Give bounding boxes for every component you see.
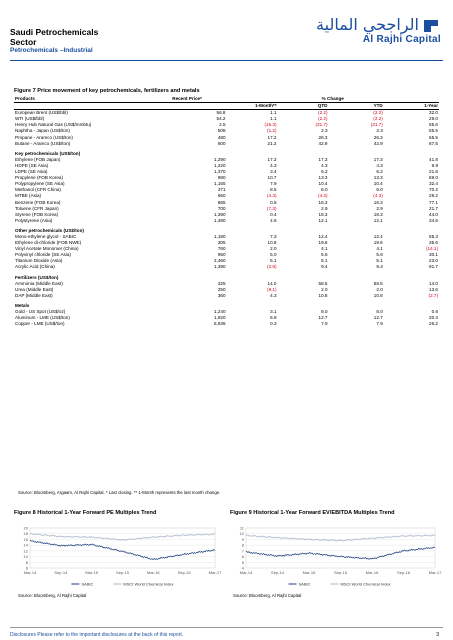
product-name-cell: Urea (Middle East) <box>15 286 54 292</box>
page-number: 3 <box>436 632 439 638</box>
value-cell: 760 <box>217 246 226 252</box>
pe-chart <box>14 524 222 590</box>
product-name-cell: Ethylene di-chloride (FOB NWE) <box>15 240 82 246</box>
header-title-line2: Sector <box>10 37 37 47</box>
header-title-line1: Saudi Petrochemicals <box>10 27 99 37</box>
value-cell: 55.6 <box>429 122 438 128</box>
product-name-cell: Vinyl Acetate Monomer (China) <box>15 246 79 252</box>
value-cell: 12.7 <box>373 315 383 321</box>
value-cell: 12.1 <box>373 217 383 223</box>
figure7-source: Source: Bloomberg, Argaam, Al Rajhi Capital. * Last closing. ** 1-Month represents the last month change. <box>18 490 221 495</box>
value-cell: 5.8 <box>270 315 277 321</box>
product-name-cell: Propane - Aramco (US$/ton) <box>15 134 73 140</box>
product-name-cell: European Brent (US$/bbl) <box>15 110 68 116</box>
col-qtd: QTD <box>278 103 329 110</box>
value-cell: 32.0 <box>429 110 438 116</box>
x-tick-label: Sep-15 <box>116 570 129 575</box>
header-title <box>10 27 98 47</box>
col-1m: 1-Month** <box>227 103 278 110</box>
logo-english: Al Rajhi Capital <box>362 34 441 45</box>
value-cell: 1,180 <box>214 233 226 239</box>
value-cell: (2.8) <box>267 264 277 270</box>
section-title: Fertilizers (US$/ton) <box>15 274 59 280</box>
value-cell: 10.4 <box>318 181 328 187</box>
y-tick-label: 6 <box>25 565 28 571</box>
value-cell: 305 <box>217 240 226 246</box>
series-line-msci-world-chemical-index <box>246 535 435 541</box>
value-cell: 250 <box>217 286 226 292</box>
value-cell: 6.2 <box>321 169 328 175</box>
value-cell: 3.1 <box>270 309 277 314</box>
value-cell: 17.3 <box>267 156 277 162</box>
figure9-title: Figure 9 Historical 1-Year Forward EV/EBITDA Multiples Trend <box>230 510 395 516</box>
value-cell: 0.5 <box>270 199 277 205</box>
x-tick-label: Sep-16 <box>177 570 191 575</box>
value-cell: 58.5 <box>318 280 328 286</box>
value-cell: 20.3 <box>429 315 438 321</box>
value-cell: 30.1 <box>429 252 438 258</box>
value-cell: 12.4 <box>318 233 328 239</box>
value-cell: 9.4 <box>376 264 383 270</box>
product-name-cell: Ethylene (FOB Japan) <box>15 156 61 162</box>
value-cell: (4.3) <box>373 193 383 199</box>
header-divider <box>10 60 443 61</box>
product-name-cell: Titanium Dioxide (Asia) <box>15 258 63 264</box>
value-cell: 1,165 <box>214 181 226 187</box>
product-name-cell: Benzene (FOB Korea) <box>15 199 61 205</box>
value-cell: 77.1 <box>429 199 438 205</box>
product-name-cell: Acrylic Acid (China) <box>15 264 55 270</box>
value-cell: (31.7) <box>370 122 383 128</box>
section-header-row <box>14 147 439 157</box>
value-cell: (2.7) <box>428 292 438 298</box>
value-cell: (16.3) <box>264 122 277 128</box>
value-cell: 5.1 <box>321 258 328 264</box>
value-cell: 18.3 <box>373 211 383 217</box>
x-tick-label: Sep-16 <box>397 570 410 575</box>
value-cell: 65.5 <box>429 134 438 140</box>
x-tick-label: Sep-14 <box>271 570 284 575</box>
col-ytd: YTD <box>329 103 384 110</box>
value-cell: 58.5 <box>373 280 383 286</box>
value-cell: 56.8 <box>216 110 226 116</box>
y-tick-label: 14 <box>23 542 28 548</box>
value-cell: 26.3 <box>318 134 328 140</box>
value-cell: 34.5 <box>429 217 438 223</box>
value-cell: 5.0 <box>270 252 277 258</box>
value-cell: (2.2) <box>318 110 328 116</box>
legend-label: SABIC <box>298 581 311 587</box>
legend-label: MSCI World Chemical Index <box>123 581 174 587</box>
header-subtitle: Petrochemicals –Industrial <box>10 47 93 54</box>
value-cell: 8.0 <box>376 309 383 314</box>
value-cell: 13.3 <box>318 175 328 181</box>
value-cell: 70.2 <box>429 187 438 193</box>
value-cell: 0.6 <box>431 309 438 314</box>
value-cell: 1,390 <box>214 211 226 217</box>
value-cell: 69.0 <box>429 175 438 181</box>
value-cell: (31.7) <box>315 122 328 128</box>
value-cell: 600 <box>217 140 226 146</box>
value-cell: 0.4 <box>270 211 277 217</box>
value-cell: 12.1 <box>318 217 328 223</box>
value-cell: (4.3) <box>267 193 277 199</box>
value-cell: 42.9 <box>318 140 328 146</box>
product-name-cell: Styrene (FOB Korea) <box>15 211 59 217</box>
value-cell: 10.8 <box>318 292 328 298</box>
value-cell: 10.9 <box>267 240 277 246</box>
value-cell: 21.2 <box>267 140 277 146</box>
series-line-sabic <box>246 547 435 559</box>
value-cell: 2,460 <box>214 258 226 264</box>
value-cell: (9.1) <box>267 286 277 292</box>
y-tick-label: 8 <box>25 559 28 565</box>
figure9-source: Source: Bloomberg, Al Rajhi Capital <box>233 593 302 598</box>
value-cell: 660 <box>217 193 226 199</box>
value-cell: 9.9 <box>431 162 438 168</box>
legend-label: SABIC <box>81 581 94 587</box>
value-cell: 2.5 <box>219 122 226 128</box>
y-tick-label: 7 <box>241 548 244 554</box>
col-1y: 1-Year <box>384 103 439 110</box>
value-cell: (2.2) <box>373 110 383 116</box>
figure7-title: Figure 7 Price movement of key petrochemicals, fertilizers and metals <box>14 88 200 94</box>
value-cell: 2.3 <box>376 128 383 134</box>
value-cell: 950 <box>217 252 226 258</box>
x-tick-label: Mar-17 <box>428 570 442 575</box>
table-header-row <box>14 96 439 103</box>
value-cell: 18.3 <box>318 211 328 217</box>
x-tick-label: Mar-16 <box>146 570 160 575</box>
value-cell: 3.4 <box>270 169 277 175</box>
value-cell: 2.0 <box>321 286 328 292</box>
y-tick-label: 5 <box>241 559 244 565</box>
value-cell: 5.1 <box>376 258 383 264</box>
col-recent: Recent Price* <box>171 96 226 103</box>
value-cell: 23.0 <box>429 258 438 264</box>
value-cell: (2.2) <box>318 116 328 122</box>
value-cell: 1,390 <box>214 264 226 270</box>
value-cell: 360 <box>217 292 226 298</box>
value-cell: 4.3 <box>321 162 328 168</box>
value-cell: (4.3) <box>318 193 328 199</box>
value-cell: 10.8 <box>373 292 383 298</box>
x-tick-label: Mar-15 <box>85 570 99 575</box>
table-subheader-row <box>14 103 439 110</box>
value-cell: 26.2 <box>429 321 438 327</box>
y-tick-label: 11 <box>239 525 244 531</box>
value-cell: 980 <box>217 175 226 181</box>
value-cell: 7.9 <box>321 321 328 327</box>
value-cell: (2.2) <box>373 116 383 122</box>
value-cell: 1,370 <box>214 169 226 175</box>
value-cell: (14.1) <box>425 246 438 252</box>
table-row <box>14 321 439 327</box>
section-title: Key petrochemicals (US$/ton) <box>15 150 81 156</box>
x-tick-label: Sep-14 <box>54 570 68 575</box>
value-cell: 14.0 <box>267 280 277 286</box>
product-name-cell: LDPE (SE Asia) <box>15 169 48 175</box>
value-cell: 12.7 <box>318 315 328 321</box>
value-cell: 2.0 <box>376 286 383 292</box>
company-logo <box>316 16 441 45</box>
value-cell: 508 <box>217 128 226 134</box>
value-cell: 1,290 <box>214 156 226 162</box>
product-name-cell: Methanol (CFR China) <box>15 187 61 193</box>
value-cell: 2.3 <box>321 128 328 134</box>
price-table <box>14 96 439 327</box>
value-cell: 55.3 <box>429 233 438 239</box>
value-cell: 7.9 <box>270 181 277 187</box>
value-cell: 16.3 <box>318 199 328 205</box>
value-cell: 2.9 <box>321 205 328 211</box>
value-cell: 4.3 <box>270 292 277 298</box>
section-header-row <box>14 299 439 309</box>
value-cell: 41.8 <box>429 156 438 162</box>
footer-disclosure: Disclosures Please refer to the important disclosures at the back of this report. <box>10 632 184 638</box>
value-cell: 42.9 <box>373 140 383 146</box>
value-cell: 17.2 <box>267 134 277 140</box>
x-tick-label: Mar-17 <box>208 570 222 575</box>
value-cell: 5.6 <box>321 252 328 258</box>
value-cell: 1.1 <box>270 116 277 122</box>
value-cell: 4.3 <box>376 162 383 168</box>
value-cell: 9.4 <box>321 264 328 270</box>
value-cell: 14.0 <box>429 280 438 286</box>
value-cell: 32.4 <box>429 181 438 187</box>
section-title: Other petrochemicals (US$/ton) <box>15 227 84 233</box>
footer <box>10 632 439 638</box>
x-tick-label: Mar-15 <box>302 570 316 575</box>
value-cell: 4.1 <box>376 246 383 252</box>
product-name-cell: HDPE (SE Asia) <box>15 162 49 168</box>
section-header-row <box>14 271 439 281</box>
y-tick-label: 6 <box>241 554 244 560</box>
value-cell: 1,920 <box>214 315 226 321</box>
value-cell: 5,936 <box>214 321 226 327</box>
value-cell: 4.1 <box>321 246 328 252</box>
y-tick-label: 8 <box>241 542 244 548</box>
col-products: Products <box>14 96 171 103</box>
value-cell: 6.0 <box>376 187 383 193</box>
value-cell: 91.7 <box>429 264 438 270</box>
product-name-cell: Polystyrene (Asia) <box>15 217 53 223</box>
x-tick-label: Mar-14 <box>23 570 37 575</box>
value-cell: 8.5 <box>270 187 277 193</box>
product-name-cell: MTBE (Asia) <box>15 193 42 199</box>
value-cell: (1.2) <box>267 128 277 134</box>
value-cell: 5.6 <box>376 252 383 258</box>
figure8-title: Figure 8 Historical 1-Year Forward PE Multiples Trend <box>14 510 157 516</box>
value-cell: 1.1 <box>270 110 277 116</box>
x-tick-label: Mar-14 <box>239 570 253 575</box>
product-name-cell: Polyvinyl chloride (SE Asia) <box>15 252 71 258</box>
value-cell: 54.2 <box>216 116 226 122</box>
col-change: % Change <box>227 96 440 103</box>
product-name-cell: Mono-ethylene glycol - SABIC <box>15 233 77 239</box>
y-tick-label: 10 <box>239 531 244 537</box>
product-name-cell: Aluminum - LME (US$/ton) <box>15 315 70 321</box>
value-cell: 6.2 <box>376 169 383 175</box>
value-cell: 965 <box>217 199 226 205</box>
value-cell: 1,240 <box>214 309 226 314</box>
value-cell: 21.8 <box>429 169 438 175</box>
product-name-cell: Polypropylene (SE Asia) <box>15 181 65 187</box>
section-title: Metals <box>15 302 30 308</box>
value-cell: 7.9 <box>376 321 383 327</box>
value-cell: 13.3 <box>373 175 383 181</box>
value-cell: 6.0 <box>321 187 328 193</box>
value-cell: 325 <box>217 280 226 286</box>
product-name-cell: Butane - Aramco (US$/ton) <box>15 140 71 146</box>
y-tick-label: 10 <box>23 554 28 560</box>
product-name-cell: WTI (US$/bbl) <box>15 116 45 122</box>
y-tick-label: 9 <box>241 536 244 542</box>
x-tick-label: Mar-16 <box>365 570 379 575</box>
value-cell: 17.3 <box>318 156 328 162</box>
value-cell: 5.1 <box>270 258 277 264</box>
value-cell: 16.3 <box>373 199 383 205</box>
x-tick-label: Sep-15 <box>334 570 347 575</box>
value-cell: 700 <box>217 205 226 211</box>
value-cell: 7.3 <box>270 233 277 239</box>
value-cell: 29.2 <box>429 193 438 199</box>
product-name-cell: Ammonia (Middle East) <box>15 280 63 286</box>
y-tick-label: 12 <box>23 548 28 554</box>
y-tick-label: 16 <box>23 536 28 542</box>
footer-divider <box>10 627 443 628</box>
legend-label: MSCI World Chemical Index <box>340 581 391 587</box>
ev-ebitda-chart <box>230 524 442 590</box>
figure8-source: Source: Bloomberg, Al Rajhi Capital <box>18 593 87 598</box>
value-cell: 0.3 <box>270 321 277 327</box>
plot-area <box>246 528 435 568</box>
product-name-cell: Propylene (FOB Korea) <box>15 175 63 181</box>
table-row <box>14 110 439 117</box>
product-name-cell: Naphtha - Japan (US$/ton) <box>15 128 70 134</box>
value-cell: 19.6 <box>318 240 328 246</box>
product-name-cell: Gold - US Spot (US$/oz) <box>15 309 66 314</box>
y-tick-label: 18 <box>23 531 28 537</box>
logo-arabic: الراجحي المالية <box>316 15 419 34</box>
value-cell: 4.6 <box>270 217 277 223</box>
value-cell: 2.9 <box>376 205 383 211</box>
value-cell: 2.0 <box>270 246 277 252</box>
product-name-cell: Copper - LME (US$/ton) <box>15 321 65 327</box>
value-cell: 55.5 <box>429 128 438 134</box>
product-name-cell: Toluene (CFR Japan) <box>15 205 59 211</box>
value-cell: 10.4 <box>373 181 383 187</box>
value-cell: 10.7 <box>267 175 277 181</box>
value-cell: 4.3 <box>270 162 277 168</box>
logo-mark-icon <box>421 16 441 36</box>
section-header-row <box>14 224 439 234</box>
value-cell: (7.3) <box>267 205 277 211</box>
value-cell: 29.0 <box>429 116 438 122</box>
value-cell: 21.7 <box>429 205 438 211</box>
value-cell: 17.3 <box>373 156 383 162</box>
value-cell: 1,480 <box>214 217 226 223</box>
y-tick-label: 20 <box>23 525 28 531</box>
product-name-cell: DAP (Middle East) <box>15 292 53 298</box>
value-cell: 480 <box>217 134 226 140</box>
value-cell: 19.6 <box>373 240 383 246</box>
value-cell: 371 <box>217 187 226 193</box>
y-tick-label: 4 <box>241 565 244 571</box>
value-cell: 26.3 <box>373 134 383 140</box>
value-cell: 87.5 <box>429 140 438 146</box>
value-cell: 44.0 <box>429 211 438 217</box>
value-cell: 35.6 <box>429 240 438 246</box>
value-cell: 13.6 <box>429 286 438 292</box>
plot-area <box>30 528 215 568</box>
value-cell: 1,220 <box>214 162 226 168</box>
product-name-cell: Henry Hub Natural Gas (US$/mmbtu) <box>15 122 92 128</box>
value-cell: 8.0 <box>321 309 328 314</box>
value-cell: 12.4 <box>373 233 383 239</box>
